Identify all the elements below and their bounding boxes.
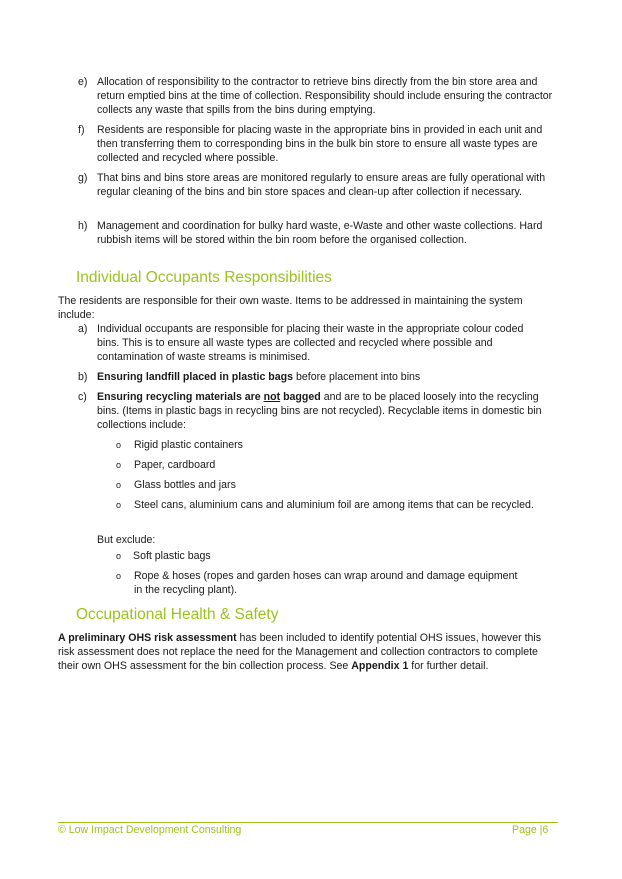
footer-page-number: Page |6 [512,824,549,836]
list-item-b [78,370,558,386]
list-text: That bins and bins store areas are monitored regularly to ensure areas are fully operational with regular cleaning of the bins and bin store spaces and clean-up after collection if necessary. [97,172,546,198]
list-item-e [78,75,558,119]
bullet-mark: o [116,500,122,510]
list-label: c) [78,391,87,403]
list-text: Management and coordination for bulky hard waste, e-Waste and other waste collections. Hard rubbish items will be stored within the bin room before the organised collection. [97,220,543,246]
list-item-g [78,171,558,215]
list-item-a [78,322,558,366]
list-label: f) [78,124,85,136]
bullet-text: Rope & hoses (ropes and garden hoses can wrap around and damage equipment in the recycling plant). [134,570,518,596]
footer-divider [58,822,558,823]
list-text: Individual occupants are responsible for placing their waste in the appropriate colour coded bins. This is to ensure all waste types are collected and recycled where possible and contamination of waste streams is minimised. [97,323,524,363]
bold-text: Ensuring landfill placed in plastic bags [97,371,294,383]
list-item-h [78,219,558,263]
list-text [97,390,555,432]
plain-text: and are to be placed loosely into the recycling bins. (Items in plastic bags in recycling bins are not recycled). Recyclable items in domestic bin collections include: [97,391,542,431]
ohs-paragraph [58,631,558,673]
list-text: Allocation of responsibility to the contractor to retrieve bins directly from the bin store area and return emptied bins at the time of collection. Responsibility should include ensuring the contractor collects any waste that spills from the bins during emptying. [97,76,553,116]
bullet-text: Soft plastic bags [133,550,211,562]
section-intro: The residents are responsible for their own waste. Items to be addressed in maintaining the system include: [58,295,523,321]
list-text: Residents are responsible for placing waste in the appropriate bins in provided in each unit and then transferring them to corresponding bins in the bulk bin store to ensure all waste types are collected and recycled where possible. [97,124,543,164]
plain-text: for further detail. [408,660,489,672]
plain-text: before placement into bins [293,371,421,383]
list-item-c [78,390,558,434]
bold-part: Ensuring recycling materials are [97,391,264,403]
bullet-mark: o [116,480,122,490]
bullet-mark: o [116,571,122,581]
bold-text [97,391,321,403]
bold-text: A preliminary OHS risk assessment [58,632,237,644]
list-text [97,370,555,384]
bullet-text: Glass bottles and jars [134,479,236,491]
section-heading-ohs: Occupational Health & Safety [76,606,279,623]
section-heading-occupants: Individual Occupants Responsibilities [76,269,332,286]
footer-copyright: © Low Impact Development Consulting [58,824,242,836]
list-label: g) [78,172,88,184]
bullet-text: Steel cans, aluminium cans and aluminium foil are among items that can be recycled. [134,499,534,511]
bullet-text: Paper, cardboard [134,459,216,471]
exclude-label: But exclude: [97,534,156,546]
list-label: a) [78,323,88,335]
bullet-mark: o [116,460,122,470]
bullet-mark: o [116,551,122,561]
bold-part: bagged [280,391,321,403]
bullet-mark: o [116,440,122,450]
list-item-f [78,123,558,167]
list-label: h) [78,220,88,232]
list-label: e) [78,76,88,88]
appendix-reference: Appendix 1 [351,660,409,672]
bullet-text: Rigid plastic containers [134,439,243,451]
underlined-text: not [263,391,281,403]
plain-text: has been included to identify potential OHS issues, however this risk assessment does not replace the need for the Management and collection contractors to complete their own OHS assessment for the bin collection process. See [58,632,542,672]
list-label: b) [78,371,88,383]
